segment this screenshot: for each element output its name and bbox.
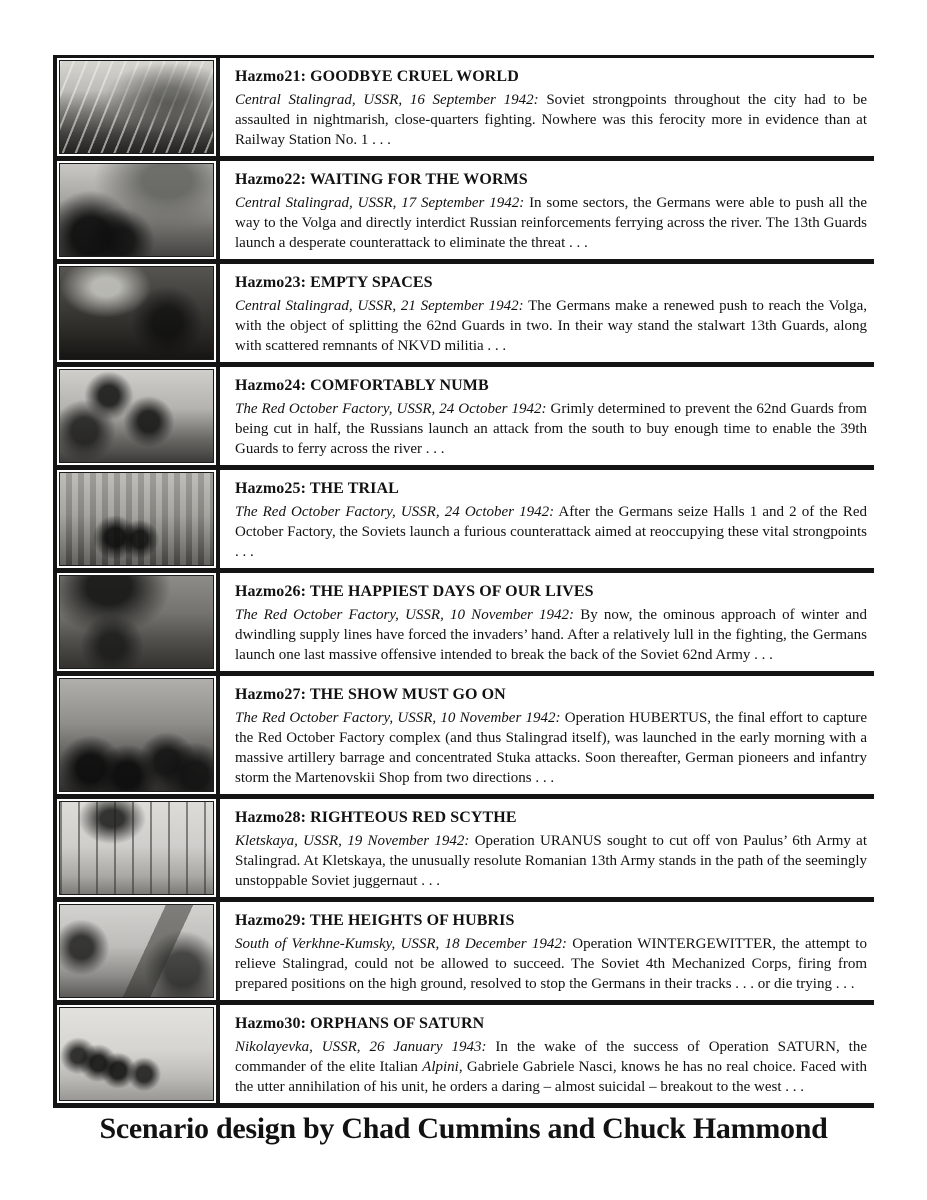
scenario-dateline: The Red October Factory, USSR, 24 October 1942: [235, 504, 555, 520]
scenario-text-cell [220, 264, 874, 362]
scenario-row [57, 264, 874, 367]
scenario-description: Central Stalingrad, USSR, 16 September 1942: Soviet strongpoints throughout the city had to be assaulted in nightmarish, close-quarters fighting. Nowhere was this ferocity more in evidence than at Railway Station No. 1 . . . [235, 92, 868, 148]
scenario-title: Hazmo21: GOODBYE CRUEL WORLD [235, 68, 519, 85]
scenario-title: Hazmo23: EMPTY SPACES [235, 274, 433, 291]
scenario-photo [59, 472, 214, 566]
scenario-text-cell [220, 676, 874, 794]
scenario-row [57, 676, 874, 799]
scenario-text-cell [220, 161, 874, 259]
scenario-row [57, 470, 874, 573]
scenario-description: Central Stalingrad, USSR, 21 September 1942: The Germans make a renewed push to reach the Volga, with the object of splitting the 62nd Guards in two. In their way stand the stalwart 13th Guards, along with scattered remnants of NKVD militia . . . [235, 298, 867, 354]
scenario-text-cell [220, 1005, 874, 1103]
scenario-dateline: Central Stalingrad, USSR, 17 September 1942: [235, 195, 525, 211]
scenario-text-cell [220, 58, 874, 156]
scenario-photo-cell [57, 1005, 220, 1103]
scenario-photo-cell [57, 58, 220, 156]
scenario-row [57, 1005, 874, 1108]
scenario-title: Hazmo22: WAITING FOR THE WORMS [235, 171, 528, 188]
scenario-photo [59, 1007, 214, 1101]
scenario-dateline: Central Stalingrad, USSR, 21 September 1942: [235, 298, 524, 314]
scenario-title: Hazmo30: ORPHANS OF SATURN [235, 1015, 485, 1032]
scenario-dateline: The Red October Factory, USSR, 10 November 1942: [235, 607, 575, 623]
scenario-photo-cell [57, 470, 220, 568]
scenario-photo [59, 369, 214, 463]
scenario-photo [59, 163, 214, 257]
scenario-row [57, 161, 874, 264]
scenario-photo [59, 575, 214, 669]
scenario-text-cell [220, 573, 874, 671]
scenario-row [57, 902, 874, 1005]
scenario-description: Nikolayevka, USSR, 26 January 1943: In the wake of the success of Operation SATURN, the commander of the elite Italian Alpini, Gabriele Gabriele Nasci, knows he has no real choice. Faced with the utter annihilation of his unit, he orders a daring – almost suicidal – breakout to the west . . . [235, 1039, 867, 1095]
scenario-text-cell [220, 367, 874, 465]
scenario-title: Hazmo26: THE HAPPIEST DAYS OF OUR LIVES [235, 583, 594, 600]
scenario-description: Central Stalingrad, USSR, 17 September 1942: In some sectors, the Germans were able to push all the way to the Volga and directly interdict Russian reinforcements ferrying across the river. The 13th Guards launch a desperate counterattack to eliminate the threat . . . [235, 195, 868, 251]
scenario-row [57, 573, 874, 676]
scenario-row [57, 799, 874, 902]
scenario-dateline: Kletskaya, USSR, 19 November 1942: [235, 833, 470, 849]
scenario-title: Hazmo28: RIGHTEOUS RED SCYTHE [235, 809, 517, 826]
scenario-photo-cell [57, 264, 220, 362]
scenario-photo [59, 904, 214, 998]
scenario-description: The Red October Factory, USSR, 24 October 1942: After the Germans seize Halls 1 and 2 of the Red October Factory, the Soviets launch a furious counterattack aimed at reoccupying these vital strongpoints . . . [235, 504, 867, 560]
scenario-table [53, 55, 874, 1108]
scenario-description: The Red October Factory, USSR, 10 November 1942: By now, the ominous approach of winter and dwindling supply lines have forced the invaders’ hand. After a relatively lull in the fighting, the Germans launch one last massive offensive intended to break the back of the Soviet 62nd Army . . . [235, 607, 867, 663]
scenario-dateline: South of Verkhne-Kumsky, USSR, 18 December 1942: [235, 936, 567, 952]
scenario-description: The Red October Factory, USSR, 10 November 1942: Operation HUBERTUS, the final effort to capture the Red October Factory complex (and thus Stalingrad itself), was launched in the early morning with a massive artillery barrage and concentrated Stuka attacks. Soon thereafter, German pioneers and infantry storm the Martenovskii Shop from two directions . . . [235, 710, 867, 786]
scenario-photo-cell [57, 161, 220, 259]
scenario-text-cell [220, 902, 874, 1000]
scenario-row [57, 58, 874, 161]
scenario-photo [59, 266, 214, 360]
scenario-photo-cell [57, 573, 220, 671]
scenario-description: Kletskaya, USSR, 19 November 1942: Operation URANUS sought to cut off von Paulus’ 6th Army at Stalingrad. At Kletskaya, the unusually resolute Romanian 13th Army stands in the path of the seemingly unstoppable Soviet juggernaut . . . [235, 833, 867, 889]
scenario-photo-cell [57, 902, 220, 1000]
scenario-text-cell [220, 799, 874, 897]
scenario-dateline: Central Stalingrad, USSR, 16 September 1942: [235, 92, 539, 108]
scenario-row [57, 367, 874, 470]
scenario-title: Hazmo29: THE HEIGHTS OF HUBRIS [235, 912, 515, 929]
scenario-dateline: Nikolayevka, USSR, 26 January 1943: [235, 1039, 487, 1055]
scenario-photo [59, 60, 214, 154]
scenario-photo-cell [57, 799, 220, 897]
scenario-dateline: The Red October Factory, USSR, 10 November 1942: [235, 710, 561, 726]
scenario-photo-cell [57, 676, 220, 794]
scenario-text-cell [220, 470, 874, 568]
scenario-photo [59, 801, 214, 895]
scenario-title: Hazmo24: COMFORTABLY NUMB [235, 377, 489, 394]
scenario-title: Hazmo25: THE TRIAL [235, 480, 399, 497]
scenario-dateline: The Red October Factory, USSR, 24 October 1942: [235, 401, 547, 417]
scenario-photo-cell [57, 367, 220, 465]
scenario-photo [59, 678, 214, 792]
scenario-description: South of Verkhne-Kumsky, USSR, 18 December 1942: Operation WINTERGEWITTER, the attempt to relieve Stalingrad, could not be allowed to succeed. The Soviet 4th Mechanized Corps, firing from prepared positions on the high ground, resolved to stop the Germans in their tracks . . . or die trying . . . [235, 936, 867, 992]
scenario-description: The Red October Factory, USSR, 24 October 1942: Grimly determined to prevent the 62nd Guards from being cut in half, the Russians launch an attack from the south to buy enough time to enable the 39th Guards to ferry across the river . . . [235, 401, 867, 457]
designer-credit: Scenario design by Chad Cummins and Chuck Hammond [99, 1112, 828, 1145]
scenario-title: Hazmo27: THE SHOW MUST GO ON [235, 686, 506, 703]
